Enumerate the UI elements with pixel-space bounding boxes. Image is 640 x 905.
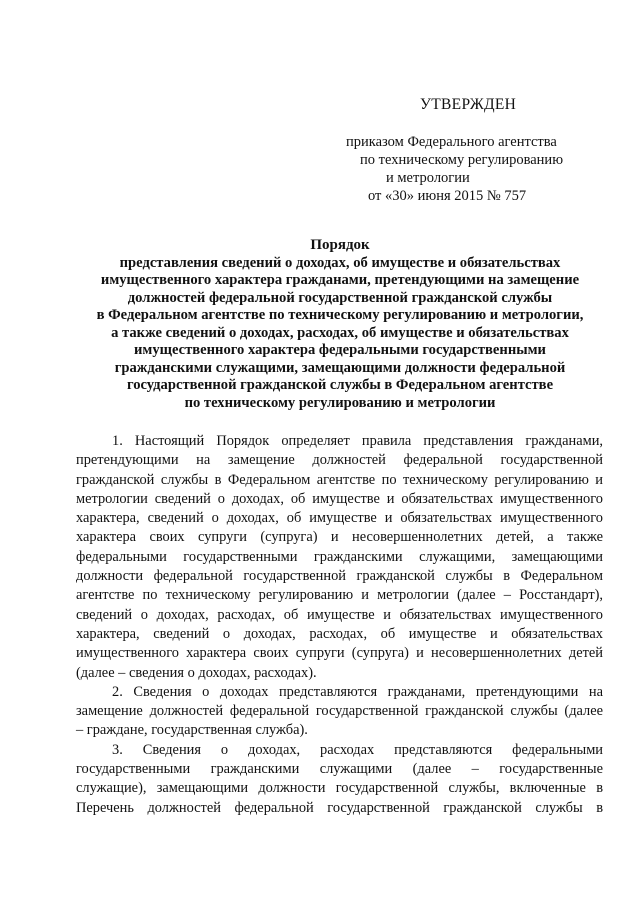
title-line: имущественного характера гражданами, претендующими на замещение	[100, 272, 580, 288]
approval-line-2: по техническому регулированию	[360, 152, 564, 168]
body-line: 3. Сведения о доходах, расходах представляются федеральными	[112, 741, 603, 758]
body-line: сведений о доходах, расходах, об имуществе и обязательствах имущественного	[76, 606, 603, 623]
body-line: должности федеральной государственной гражданской службы в Федеральном	[76, 568, 603, 585]
body-line: гражданской службы в Федеральном агентстве по техническому регулированию и	[76, 471, 603, 488]
title-line: а также сведений о доходах, расходах, об имуществе и обязательствах	[111, 324, 569, 341]
body-line: 1. Настоящий Порядок определяет правила представления гражданами,	[112, 433, 603, 449]
approval-title: УТВЕРЖДЕН	[420, 96, 517, 113]
title-line: государственной гражданской службы в Федеральном агентстве	[126, 377, 554, 393]
body-line: метрологии сведений о доходах, об имуществе и обязательствах имущественного	[76, 490, 603, 507]
body-line: характера, сведений о доходах, расходах, об имуществе и обязательствах	[76, 625, 603, 642]
document-heading: Порядок	[310, 237, 370, 253]
document-title-block	[70, 237, 610, 412]
body-line: федеральными государственными гражданскими служащими, замещающими	[76, 548, 603, 565]
title-line: по техническому регулированию и метрологии	[184, 394, 496, 411]
approval-line-1: приказом Федерального агентства	[346, 134, 557, 150]
body-line: Перечень должностей федеральной государственной гражданской службы в	[76, 799, 603, 816]
body-line: замещение должностей федеральной государственной гражданской службы (далее	[76, 703, 603, 720]
document-body	[76, 432, 603, 818]
title-line: представления сведений о доходах, об имуществе и обязательствах	[119, 254, 561, 271]
body-line: характера, сведений о доходах, об имуществе и обязательствах имущественного	[76, 510, 603, 527]
body-line: 2. Сведения о доходах представляются гражданами, претендующими на	[112, 683, 603, 700]
body-line: служащие), замещающими должности государственной службы, включенные в	[76, 780, 603, 797]
body-line: характера своих супруги (супруга) и несовершеннолетних детей, а также	[76, 529, 603, 546]
title-line: имущественного характера федеральными государственными	[134, 342, 546, 358]
title-line: в Федеральном агентстве по техническому регулированию и метрологии,	[96, 307, 584, 323]
body-line: претендующими на замещение должностей федеральной государственной	[76, 452, 603, 469]
body-line: – граждане, государственная служба).	[76, 722, 308, 739]
title-line: должностей федеральной государственной гражданской службы	[127, 289, 553, 306]
title-line: гражданскими служащими, замещающими должности федеральной	[114, 359, 566, 376]
approval-line-3: и метрологии	[386, 170, 470, 186]
body-line: государственными гражданскими служащими (далее – государственные	[76, 761, 603, 778]
approval-line-4: от «30» июня 2015 № 757	[368, 188, 527, 204]
body-line: имущественного характера своих супруги (супруга) и несовершеннолетних детей	[76, 645, 603, 662]
body-line: агентстве по техническому регулированию и метрологии (далее – Росстандарт),	[76, 587, 603, 604]
body-line: (далее – сведения о доходах, расходах).	[76, 664, 317, 681]
